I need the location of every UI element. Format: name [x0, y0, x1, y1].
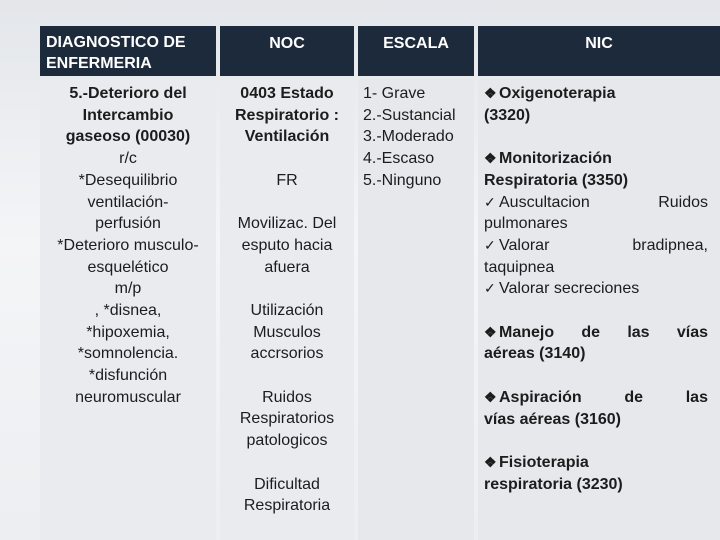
header-escala: ESCALA [358, 26, 474, 76]
escala-item: 2.-Sustancial [363, 106, 456, 124]
nic-sub-item: ✓ Valorar bradipnea, [484, 235, 708, 257]
header-diagnostico [40, 26, 216, 76]
noc-indicator-dificultad: Respiratoria [243, 497, 331, 515]
diagnostico-line: *Desequilibrio [78, 171, 178, 189]
diamond-bullet-icon: ❖ [484, 388, 497, 405]
check-bullet-icon: ✓ [484, 236, 496, 253]
diamond-bullet-icon: ❖ [484, 85, 497, 101]
nic-oxigenoterapia: ❖ Oxigenoterapia [484, 83, 708, 105]
noc-title-line: Respiratorio : [234, 106, 339, 124]
escala-item: 4.-Escaso [363, 150, 435, 168]
noc-indicator-movilizacion: Movilizac. Del [237, 215, 337, 233]
noc-title-line: 0403 Estado [240, 85, 334, 102]
diagnostico-line: *somnolencia. [77, 345, 179, 363]
noc-indicator-movilizacion: afuera [264, 258, 310, 276]
nic-fisioterapia-code: respiratoria (3230) [484, 475, 623, 493]
diagnostico-cell [40, 79, 216, 540]
header-nic: NIC [478, 26, 720, 76]
check-bullet-icon: ✓ [484, 280, 496, 297]
nic-sub-item-cont: taquipnea [484, 258, 555, 276]
noc-indicator-movilizacion: esputo hacia [241, 236, 333, 254]
nursing-care-table [40, 26, 720, 540]
escala-item: 3.-Moderado [363, 128, 454, 146]
diamond-bullet-icon: ❖ [484, 150, 497, 167]
check-bullet-icon: ✓ [484, 193, 496, 210]
diagnostico-line: neuromuscular [75, 388, 181, 406]
noc-indicator-dificultad: Dificultad [254, 475, 320, 493]
nic-aspiracion: ❖ Aspiración de las [484, 387, 708, 409]
escala-cell [358, 79, 474, 540]
noc-indicator-utilizacion: accrsorios [250, 345, 324, 363]
nic-manejo: ❖ Manejo de las vías [484, 322, 708, 344]
nic-sub-item: ✓ Auscultacion Ruidos [484, 192, 708, 214]
escala-item: 1- Grave [363, 85, 426, 102]
header-diagnostico-line1: DIAGNOSTICO DE [46, 34, 186, 51]
diagnostico-title-line: Intercambio [82, 106, 174, 124]
noc-cell [220, 79, 354, 540]
noc-indicator-ruidos: Respiratorios [239, 410, 335, 428]
diagnostico-line: *disfunción [88, 367, 168, 385]
nic-fisioterapia: ❖ Fisioterapia [484, 452, 708, 474]
nic-monitorizacion-code: Respiratoria (3350) [484, 171, 629, 189]
diagnostico-line: , *disnea, [94, 302, 162, 320]
nic-aspiracion-code: vías aéreas (3160) [484, 410, 621, 428]
diamond-bullet-icon: ❖ [484, 323, 497, 340]
noc-indicator-fr: FR [276, 171, 298, 189]
diagnostico-line: *Deterioro musculo- [57, 236, 199, 254]
nic-sub-item: ✓ Valorar secreciones [484, 278, 708, 300]
diagnostico-line: ventilación- [87, 193, 169, 211]
diagnostico-line: *hipoxemia, [86, 323, 170, 341]
noc-indicator-utilizacion: Musculos [253, 323, 321, 341]
nic-manejo-code: aéreas (3140) [484, 345, 586, 363]
escala-item: 5.-Ninguno [363, 171, 442, 189]
noc-title-line: Ventilación [244, 128, 330, 146]
noc-indicator-utilizacion: Utilización [250, 301, 324, 319]
diagnostico-line: m/p [114, 280, 142, 298]
diagnostico-line: r/c [119, 150, 137, 168]
diagnostico-title-line: 5.-Deterioro del [69, 85, 187, 102]
header-noc: NOC [220, 26, 354, 76]
noc-indicator-ruidos: patologicos [246, 432, 328, 450]
nic-oxigenoterapia-code: (3320) [484, 106, 531, 124]
diagnostico-line: esquelético [87, 258, 169, 276]
nic-sub-item-cont: pulmonares [484, 215, 568, 233]
nic-monitorizacion: ❖ Monitorización [484, 148, 708, 170]
diagnostico-title-line: gaseoso (00030) [65, 128, 191, 146]
noc-indicator-ruidos: Ruidos [262, 388, 312, 406]
diamond-bullet-icon: ❖ [484, 453, 497, 470]
diagnostico-line: perfusión [95, 215, 161, 233]
nic-cell [478, 79, 720, 540]
header-diagnostico-line2: ENFERMERIA [46, 55, 152, 72]
